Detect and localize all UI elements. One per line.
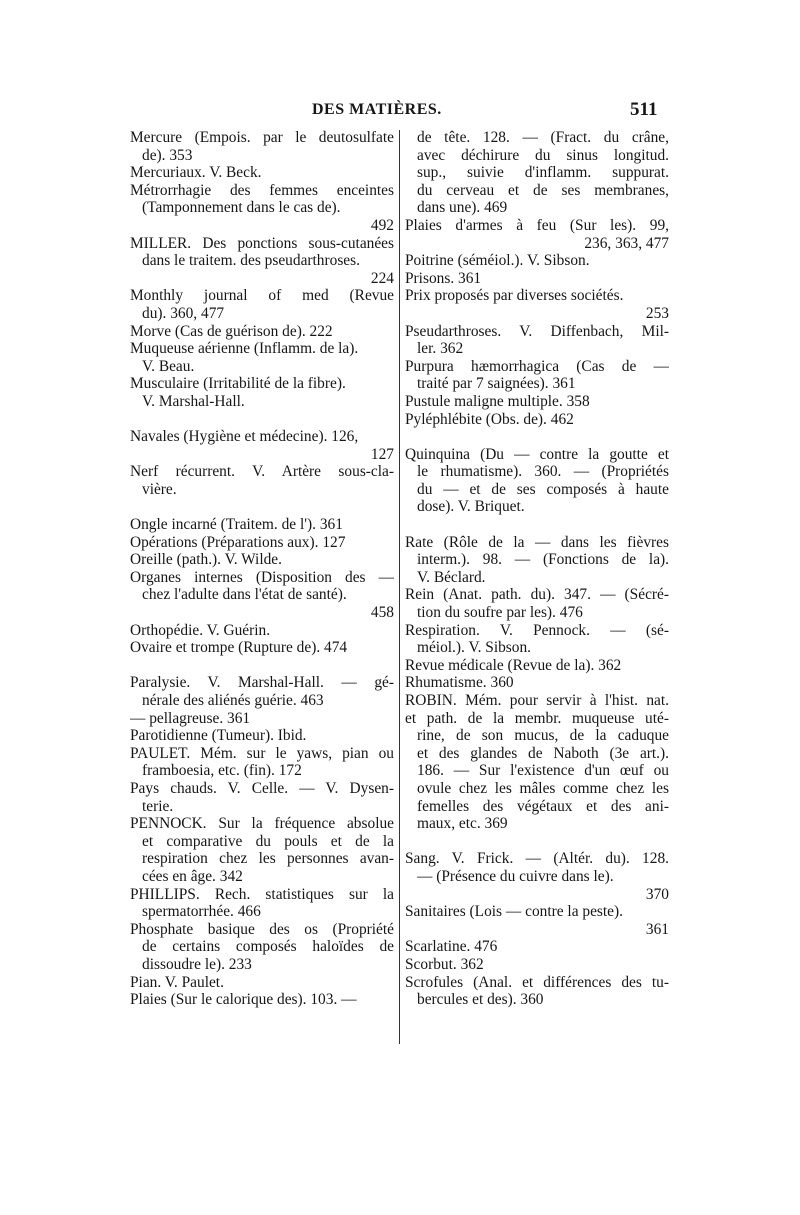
entry-line: dans le traitem. des pseudarthroses. [142, 252, 360, 270]
entry-line: 127 [370, 445, 394, 463]
entry-line: de certains composés haloïdes de [142, 938, 394, 956]
entry-line: du cerveau et de ses membranes, [417, 181, 669, 199]
entry-line: de). 353 [142, 146, 193, 164]
entry-line: Rhumatisme. 360 [405, 674, 514, 692]
entry-line: Sanitaires (Lois — contre la peste). [405, 903, 623, 921]
entry-line: Rate (Rôle de la — dans les fièvres [405, 533, 669, 551]
index-entry [130, 639, 394, 657]
entry-line: MILLER. Des ponctions sous-cutanées [130, 234, 394, 252]
index-entry [405, 323, 669, 358]
index-entry [130, 727, 394, 745]
entry-line: Pustule maligne multiple. 358 [405, 392, 590, 410]
entry-line: dose). V. Briquet. [417, 498, 525, 516]
entry-line: du — et de ses composés à haute [417, 480, 669, 498]
entry-line: Parotidienne (Tumeur). Ibid. [130, 727, 307, 745]
index-entry [405, 938, 669, 956]
index-entry [130, 287, 394, 322]
entry-line: terie. [142, 797, 174, 815]
entry-line: cées en âge. 342 [142, 867, 243, 885]
index-entry [130, 516, 394, 534]
index-entry [405, 534, 669, 587]
index-entry [130, 428, 394, 463]
index-entry [405, 956, 669, 974]
right-column [405, 129, 669, 1009]
running-header: DES MATIÈRES. [312, 101, 442, 118]
entry-line: interm.). 98. — (Fonctions de la). [417, 551, 669, 569]
entry-line: V. Béclard. [417, 568, 486, 586]
entry-line: vière. [142, 480, 177, 498]
index-entry [405, 657, 669, 675]
entry-line: de tête. 128. — (Fract. du crâne, [417, 129, 669, 146]
section-gap [130, 498, 394, 516]
entry-line: Morve (Cas de guérison de). 222 [130, 322, 333, 340]
entry-line: et path. de la membr. muqueuse uté- [405, 709, 669, 727]
index-entry [130, 164, 394, 182]
entry-line: dans une). 469 [417, 199, 508, 217]
entry-line: respiration chez les personnes avan- [142, 850, 394, 868]
entry-line: ovule chez les mâles comme chez les [417, 779, 669, 797]
entry-line: Scorbut. 362 [405, 955, 484, 973]
entry-line: PAULET. Mém. sur le yaws, pian ou [130, 744, 394, 762]
entry-line: PENNOCK. Sur la fréquence absolue [130, 815, 394, 833]
entry-line: avec déchirure du sinus longitud. [417, 146, 669, 164]
entry-line: — (Présence du cuivre dans le). [417, 867, 614, 885]
index-entry [130, 674, 394, 709]
index-entry [130, 886, 394, 921]
section-gap [405, 833, 669, 851]
entry-line: Muqueuse aérienne (Inflamm. de la). [130, 340, 359, 358]
entry-line: (Tamponnement dans le cas de). [142, 199, 341, 217]
entry-line: Sang. V. Frick. — (Altér. du). 128. [405, 850, 669, 868]
index-entry [405, 974, 669, 1009]
index-entry [405, 393, 669, 411]
index-entry [130, 921, 394, 974]
index-entry [405, 622, 669, 657]
entry-line: 492 [370, 216, 394, 234]
entry-line: Mercuriaux. V. Beck. [130, 164, 262, 182]
section-gap [405, 428, 669, 446]
entry-line: Musculaire (Irritabilité de la fibre). [130, 375, 346, 393]
index-entry [405, 446, 669, 516]
entry-line: spermatorrhée. 466 [142, 903, 261, 921]
index-entry [130, 974, 394, 992]
entry-line: 236, 363, 477 [584, 234, 669, 252]
entry-line: 361 [645, 920, 669, 938]
entry-line: Pian. V. Paulet. [130, 973, 224, 991]
entry-line: maux, etc. 369 [417, 815, 508, 833]
entry-line: Phosphate basique des os (Propriété [130, 920, 394, 938]
entry-line: Pseudarthroses. V. Diffenbach, Mil- [405, 322, 669, 340]
entry-line: Respiration. V. Pennock. — (sé- [405, 621, 669, 639]
entry-line: femelles des végétaux et des ani- [417, 797, 669, 815]
entry-line: Nerf récurrent. V. Artère sous-cla- [130, 463, 394, 481]
index-entry [130, 710, 394, 728]
entry-line: 458 [370, 604, 394, 622]
entry-line: Pyléphlébite (Obs. de). 462 [405, 410, 574, 428]
index-entry [130, 780, 394, 815]
index-entry [130, 815, 394, 885]
entry-line: Rein (Anat. path. du). 347. — (Sécré- [405, 586, 669, 604]
index-entry [130, 375, 394, 410]
entry-line: Pays chauds. V. Celle. — V. Dysen- [130, 779, 394, 797]
index-entry [130, 463, 394, 498]
left-column [130, 129, 394, 1009]
entry-line: et comparative du pouls et de la [142, 832, 394, 850]
index-entry [130, 551, 394, 569]
entry-line: V. Marshal-Hall. [142, 392, 245, 410]
entry-line: Oreille (path.). V. Wilde. [130, 551, 282, 569]
index-entry [405, 692, 669, 833]
index-entry [130, 340, 394, 375]
entry-line: Revue médicale (Revue de la). 362 [405, 656, 622, 674]
index-entry [130, 622, 394, 640]
entry-line: V. Beau. [142, 357, 195, 375]
entry-line: bercules et des). 360 [417, 991, 544, 1009]
entry-line: chez l'adulte dans l'état de santé). [142, 586, 347, 604]
index-entry [405, 850, 669, 903]
index-entry [405, 270, 669, 288]
section-gap [130, 657, 394, 675]
entry-line: sup., suivie d'inflamm. suppurat. [417, 164, 669, 182]
entry-line: nérale des aliénés guérie. 463 [142, 692, 324, 709]
entry-line: Organes internes (Disposition des — [130, 568, 394, 586]
index-entry [130, 182, 394, 235]
section-gap [405, 516, 669, 534]
entry-line: 224 [370, 269, 394, 287]
index-entry [405, 411, 669, 429]
entry-line: Opérations (Préparations aux). 127 [130, 533, 346, 551]
entry-line: Orthopédie. V. Guérin. [130, 621, 271, 639]
entry-line: ler. 362 [417, 340, 464, 358]
index-entry [405, 252, 669, 270]
column-divider [399, 130, 400, 1044]
index-entry [130, 745, 394, 780]
entry-line: rine, de son mucus, de la caduque [417, 727, 669, 745]
entry-line: dissoudre le). 233 [142, 955, 252, 973]
entry-line: Ongle incarné (Traitem. de l'). 361 [130, 516, 343, 534]
entry-line: — pellagreuse. 361 [130, 709, 251, 727]
index-entry [405, 217, 669, 252]
entry-line: traité par 7 saignées). 361 [417, 375, 576, 393]
entry-line: Poitrine (séméiol.). V. Sibson. [405, 252, 590, 270]
entry-line: le rhumatisme). 360. — (Propriétés [417, 463, 669, 481]
entry-line: Paralysie. V. Marshal-Hall. — gé- [130, 674, 394, 692]
entry-line: Purpura hæmorrhagica (Cas de — [405, 357, 669, 375]
index-entry [130, 129, 394, 164]
index-entry [405, 586, 669, 621]
entry-line: 370 [645, 885, 669, 903]
entry-line: framboesia, etc. (fin). 172 [142, 762, 302, 780]
entry-line: Navales (Hygiène et médecine). 126, [130, 428, 359, 446]
entry-line: Quinquina (Du — contre la goutte et [405, 445, 669, 463]
entry-line: PHILLIPS. Rech. statistiques sur la [130, 885, 394, 903]
index-entry [130, 569, 394, 622]
entry-line: Plaies d'armes à feu (Sur les). 99, [405, 216, 669, 234]
entry-line: Ovaire et trompe (Rupture de). 474 [130, 639, 348, 657]
page-number: 511 [630, 99, 658, 120]
entry-line: et des glandes de Naboth (3e art.). [417, 744, 669, 762]
index-entry [405, 287, 669, 322]
entry-line: Prisons. 361 [405, 269, 482, 287]
index-entry [130, 991, 394, 1009]
entry-line: méiol.). V. Sibson. [417, 639, 532, 657]
entry-line: 186. — Sur l'existence d'un œuf ou [417, 762, 669, 780]
entry-line: Prix proposés par diverses sociétés. [405, 287, 624, 305]
index-entry [405, 674, 669, 692]
entry-line: Scrofules (Anal. et différences des tu- [405, 973, 669, 991]
entry-line: Scarlatine. 476 [405, 938, 498, 956]
index-entry [130, 235, 394, 288]
entry-line: Métrorrhagie des femmes enceintes [130, 181, 394, 199]
section-gap [130, 411, 394, 429]
entry-line: ROBIN. Mém. pour servir à l'hist. nat. [405, 692, 669, 709]
entry-line: 253 [645, 304, 669, 322]
index-entry [405, 903, 669, 938]
index-entry [130, 534, 394, 552]
index-entry [130, 323, 394, 341]
index-entry [405, 129, 669, 217]
entry-line: Mercure (Empois. par le deutosulfate [130, 129, 394, 146]
index-entry [405, 358, 669, 393]
entry-line: du). 360, 477 [142, 304, 225, 322]
entry-line: tion du soufre par les). 476 [417, 604, 583, 622]
entry-line: Monthly journal of med (Revue [130, 287, 394, 305]
entry-line: Plaies (Sur le calorique des). 103. — [130, 991, 357, 1009]
